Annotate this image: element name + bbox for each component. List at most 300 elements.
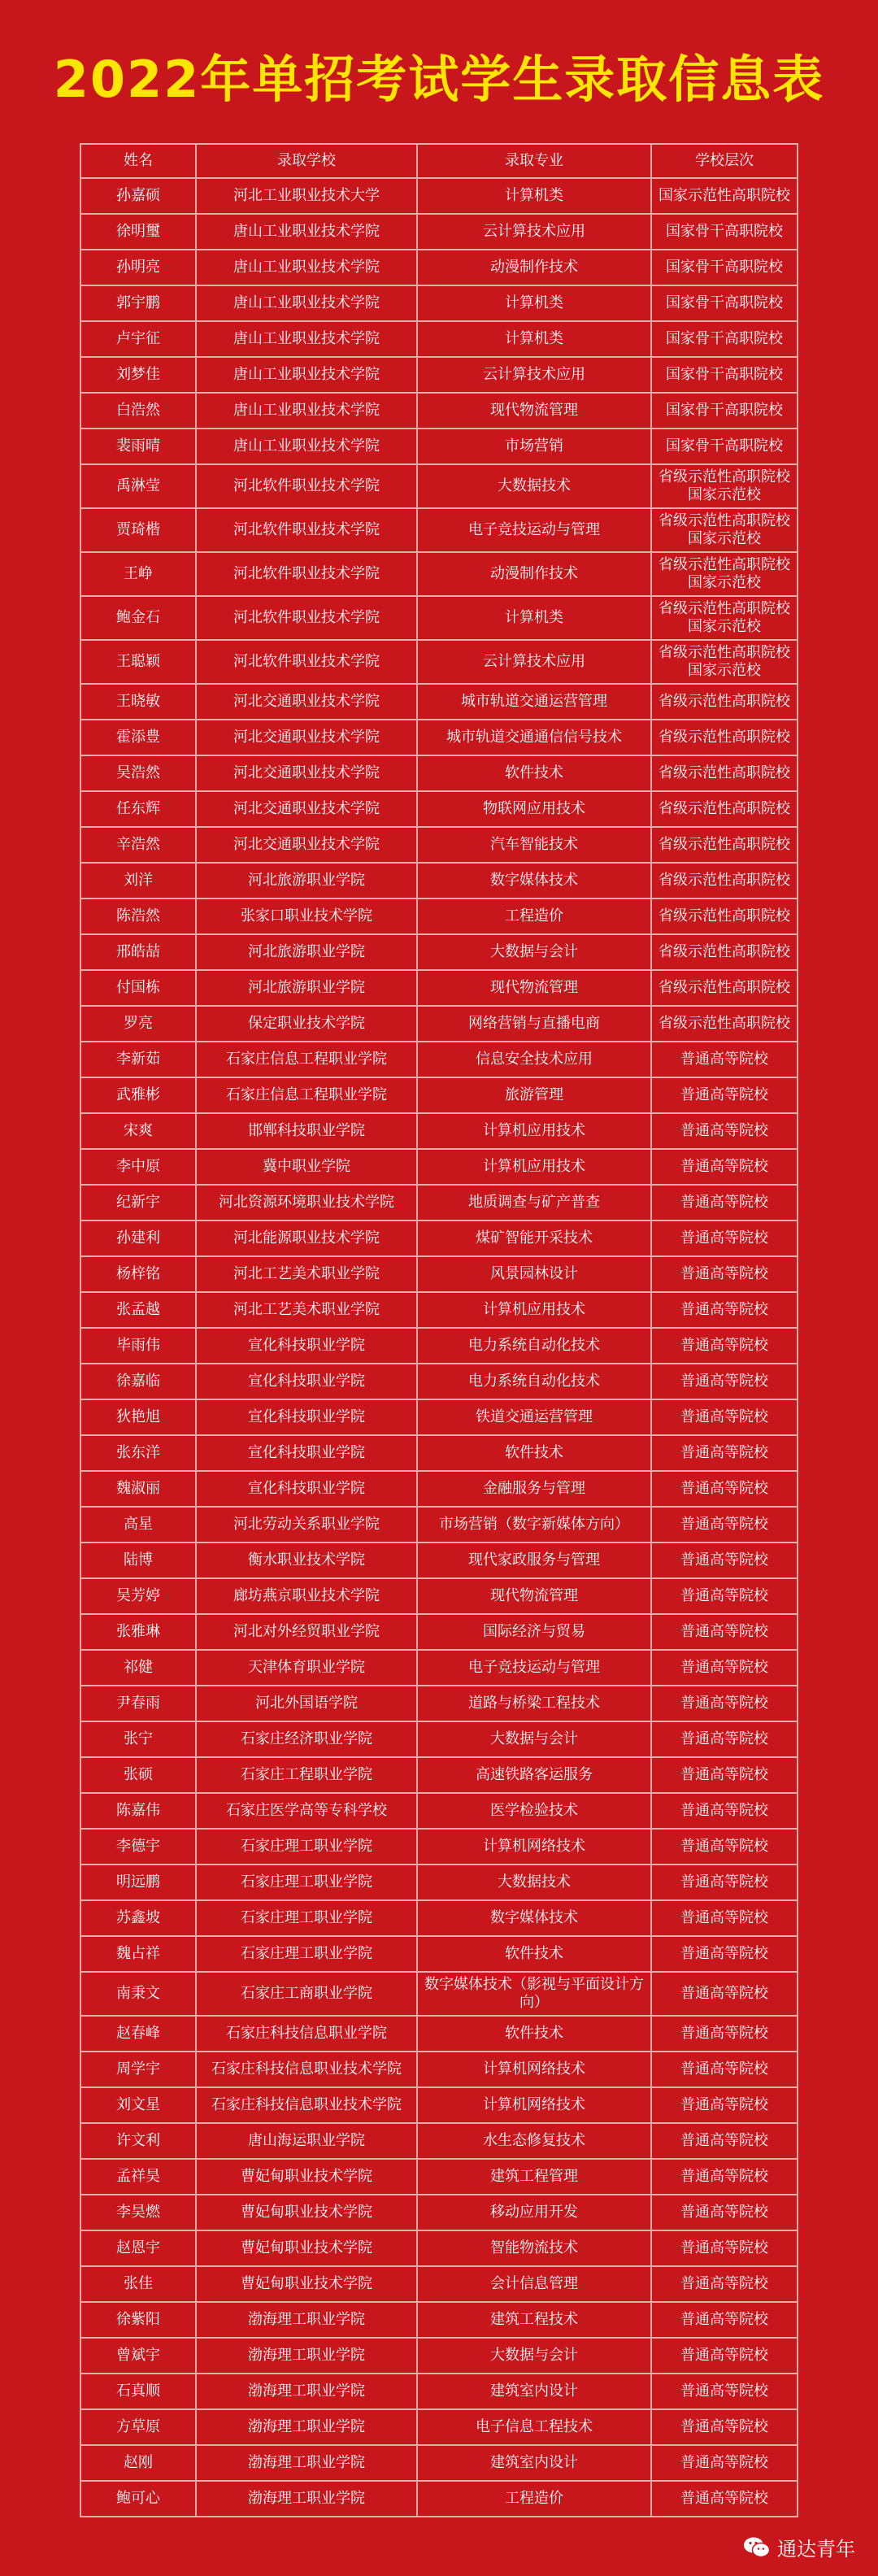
school-level-cell: 普通高等院校 <box>651 1865 798 1900</box>
student-name-cell: 卢宇征 <box>80 321 196 357</box>
school-name-cell: 曹妃甸职业技术学院 <box>196 2230 417 2266</box>
school-name-cell: 石家庄工程职业学院 <box>196 1757 417 1793</box>
student-name-cell: 张东洋 <box>80 1435 196 1471</box>
school-name-cell: 唐山工业职业技术学院 <box>196 285 417 321</box>
major-name-cell: 智能物流技术 <box>417 2230 651 2266</box>
school-name-cell: 河北对外经贸职业学院 <box>196 1614 417 1650</box>
school-name-cell: 河北交通职业技术学院 <box>196 684 417 720</box>
school-level-cell: 普通高等院校 <box>651 1614 798 1650</box>
wechat-icon <box>743 2536 771 2559</box>
school-name-cell: 曹妃甸职业技术学院 <box>196 2159 417 2195</box>
major-name-cell: 计算机类 <box>417 285 651 321</box>
school-level-cell: 普通高等院校 <box>651 1185 798 1221</box>
school-name-cell: 石家庄工商职业学院 <box>196 1972 417 2016</box>
school-level-cell: 普通高等院校 <box>651 2302 798 2338</box>
student-name-cell: 李中原 <box>80 1149 196 1185</box>
major-name-cell: 道路与桥梁工程技术 <box>417 1686 651 1721</box>
major-name-cell: 煤矿智能开采技术 <box>417 1221 651 1256</box>
table-row <box>80 2445 798 2481</box>
major-name-cell: 计算机应用技术 <box>417 1113 651 1149</box>
major-name-cell: 现代物流管理 <box>417 970 651 1006</box>
table-row <box>80 1006 798 1042</box>
major-name-cell: 云计算技术应用 <box>417 357 651 393</box>
school-name-cell: 石家庄理工职业学院 <box>196 1829 417 1865</box>
school-level-cell: 省级示范性高职院校 国家示范校 <box>651 464 798 508</box>
school-level-cell: 普通高等院校 <box>651 1292 798 1328</box>
major-name-cell: 会计信息管理 <box>417 2266 651 2302</box>
student-name-cell: 王峥 <box>80 552 196 596</box>
major-name-cell: 计算机类 <box>417 178 651 214</box>
school-level-cell: 国家骨干高职院校 <box>651 285 798 321</box>
student-name-cell: 纪新宇 <box>80 1185 196 1221</box>
major-name-cell: 计算机应用技术 <box>417 1292 651 1328</box>
table-row <box>80 863 798 899</box>
school-name-cell: 曹妃甸职业技术学院 <box>196 2266 417 2302</box>
table-row <box>80 1543 798 1578</box>
table-row <box>80 2374 798 2409</box>
student-name-cell: 鲍金石 <box>80 596 196 640</box>
major-name-cell: 计算机网络技术 <box>417 2087 651 2123</box>
school-level-cell: 普通高等院校 <box>651 1221 798 1256</box>
school-name-cell: 河北劳动关系职业学院 <box>196 1507 417 1543</box>
major-name-cell: 软件技术 <box>417 1435 651 1471</box>
table-row <box>80 1256 798 1292</box>
school-name-cell: 宣化科技职业学院 <box>196 1471 417 1507</box>
major-name-cell: 城市轨道交通运营管理 <box>417 684 651 720</box>
major-name-cell: 物联网应用技术 <box>417 791 651 827</box>
school-level-cell: 省级示范性高职院校 <box>651 791 798 827</box>
major-name-cell: 移动应用开发 <box>417 2195 651 2230</box>
table-row <box>80 1471 798 1507</box>
table-row <box>80 1900 798 1936</box>
school-name-cell: 河北旅游职业学院 <box>196 934 417 970</box>
student-name-cell: 付国栋 <box>80 970 196 1006</box>
school-name-cell: 河北交通职业技术学院 <box>196 755 417 791</box>
student-name-cell: 徐紫阳 <box>80 2302 196 2338</box>
school-name-cell: 石家庄理工职业学院 <box>196 1936 417 1972</box>
school-level-cell: 普通高等院校 <box>651 1686 798 1721</box>
school-level-cell: 省级示范性高职院校 <box>651 720 798 755</box>
watermark-text: 通达青年 <box>777 2538 855 2561</box>
table-row <box>80 2230 798 2266</box>
major-name-cell: 计算机类 <box>417 321 651 357</box>
school-level-cell: 普通高等院校 <box>651 2266 798 2302</box>
school-level-cell: 普通高等院校 <box>651 1113 798 1149</box>
major-name-cell: 电力系统自动化技术 <box>417 1328 651 1364</box>
student-name-cell: 张硕 <box>80 1757 196 1793</box>
school-name-cell: 石家庄信息工程职业学院 <box>196 1077 417 1113</box>
table-row <box>80 250 798 285</box>
school-level-cell: 国家示范性高职院校 <box>651 178 798 214</box>
school-level-cell: 普通高等院校 <box>651 1328 798 1364</box>
school-name-cell: 石家庄科技信息职业学院 <box>196 2016 417 2052</box>
school-level-cell: 省级示范性高职院校 <box>651 970 798 1006</box>
student-name-cell: 陆博 <box>80 1543 196 1578</box>
table-row <box>80 393 798 429</box>
school-name-cell: 宣化科技职业学院 <box>196 1435 417 1471</box>
school-level-cell: 省级示范性高职院校 国家示范校 <box>651 640 798 684</box>
major-name-cell: 网络营销与直播电商 <box>417 1006 651 1042</box>
school-name-cell: 河北旅游职业学院 <box>196 863 417 899</box>
major-name-cell: 水生态修复技术 <box>417 2123 651 2159</box>
school-level-cell: 普通高等院校 <box>651 1757 798 1793</box>
student-name-cell: 曾斌宇 <box>80 2338 196 2374</box>
major-name-cell: 软件技术 <box>417 1936 651 1972</box>
student-name-cell: 明远鹏 <box>80 1865 196 1900</box>
student-name-cell: 贾琦楷 <box>80 508 196 552</box>
school-level-cell: 普通高等院校 <box>651 1042 798 1077</box>
major-name-cell: 大数据与会计 <box>417 2338 651 2374</box>
table-row <box>80 1829 798 1865</box>
table-row <box>80 1185 798 1221</box>
school-name-cell: 河北工艺美术职业学院 <box>196 1256 417 1292</box>
school-level-cell: 普通高等院校 <box>651 2195 798 2230</box>
school-level-cell: 普通高等院校 <box>651 1650 798 1686</box>
student-name-cell: 辛浩然 <box>80 827 196 863</box>
table-row <box>80 720 798 755</box>
table-row <box>80 552 798 596</box>
student-name-cell: 吴芳婷 <box>80 1578 196 1614</box>
major-name-cell: 数字媒体技术 <box>417 1900 651 1936</box>
table-row <box>80 1292 798 1328</box>
school-level-cell: 省级示范性高职院校 <box>651 934 798 970</box>
school-level-cell: 国家骨干高职院校 <box>651 250 798 285</box>
school-name-cell: 石家庄理工职业学院 <box>196 1900 417 1936</box>
student-name-cell: 孙明亮 <box>80 250 196 285</box>
school-name-cell: 唐山工业职业技术学院 <box>196 357 417 393</box>
header-major: 录取专业 <box>417 144 651 178</box>
school-name-cell: 河北软件职业技术学院 <box>196 640 417 684</box>
admission-table <box>80 143 798 2517</box>
school-name-cell: 河北工业职业技术大学 <box>196 178 417 214</box>
school-name-cell: 石家庄信息工程职业学院 <box>196 1042 417 1077</box>
school-level-cell: 普通高等院校 <box>651 1435 798 1471</box>
table-row <box>80 1399 798 1435</box>
student-name-cell: 石真顺 <box>80 2374 196 2409</box>
school-level-cell: 省级示范性高职院校 国家示范校 <box>651 508 798 552</box>
school-name-cell: 河北软件职业技术学院 <box>196 596 417 640</box>
school-level-cell: 国家骨干高职院校 <box>651 357 798 393</box>
table-row <box>80 1972 798 2016</box>
major-name-cell: 高速铁路客运服务 <box>417 1757 651 1793</box>
table-row <box>80 1721 798 1757</box>
table-row <box>80 1435 798 1471</box>
school-name-cell: 河北外国语学院 <box>196 1686 417 1721</box>
student-name-cell: 杨梓铭 <box>80 1256 196 1292</box>
school-level-cell: 国家骨干高职院校 <box>651 321 798 357</box>
major-name-cell: 现代物流管理 <box>417 393 651 429</box>
student-name-cell: 赵刚 <box>80 2445 196 2481</box>
student-name-cell: 孟祥昊 <box>80 2159 196 2195</box>
table-row <box>80 1077 798 1113</box>
school-level-cell: 国家骨干高职院校 <box>651 214 798 250</box>
school-name-cell: 河北资源环境职业技术学院 <box>196 1185 417 1221</box>
school-level-cell: 省级示范性高职院校 国家示范校 <box>651 596 798 640</box>
school-level-cell: 普通高等院校 <box>651 2374 798 2409</box>
school-level-cell: 普通高等院校 <box>651 1471 798 1507</box>
student-name-cell: 白浩然 <box>80 393 196 429</box>
student-name-cell: 鲍可心 <box>80 2481 196 2517</box>
school-name-cell: 曹妃甸职业技术学院 <box>196 2195 417 2230</box>
table-row <box>80 2159 798 2195</box>
table-row <box>80 464 798 508</box>
school-name-cell: 邯郸科技职业学院 <box>196 1113 417 1149</box>
school-name-cell: 河北软件职业技术学院 <box>196 464 417 508</box>
major-name-cell: 数字媒体技术 <box>417 863 651 899</box>
school-level-cell: 普通高等院校 <box>651 2230 798 2266</box>
school-name-cell: 渤海理工职业学院 <box>196 2481 417 2517</box>
student-name-cell: 尹春雨 <box>80 1686 196 1721</box>
school-name-cell: 河北软件职业技术学院 <box>196 508 417 552</box>
school-name-cell: 唐山工业职业技术学院 <box>196 429 417 464</box>
student-name-cell: 张雅琳 <box>80 1614 196 1650</box>
table-row <box>80 1149 798 1185</box>
student-name-cell: 高星 <box>80 1507 196 1543</box>
school-name-cell: 河北交通职业技术学院 <box>196 827 417 863</box>
table-row <box>80 285 798 321</box>
school-level-cell: 省级示范性高职院校 <box>651 827 798 863</box>
major-name-cell: 金融服务与管理 <box>417 1471 651 1507</box>
school-name-cell: 石家庄理工职业学院 <box>196 1865 417 1900</box>
school-level-cell: 国家骨干高职院校 <box>651 393 798 429</box>
school-level-cell: 普通高等院校 <box>651 2338 798 2374</box>
student-name-cell: 任东辉 <box>80 791 196 827</box>
major-name-cell: 软件技术 <box>417 755 651 791</box>
school-name-cell: 渤海理工职业学院 <box>196 2374 417 2409</box>
table-row <box>80 1936 798 1972</box>
school-level-cell: 普通高等院校 <box>651 2123 798 2159</box>
student-name-cell: 霍添豊 <box>80 720 196 755</box>
student-name-cell: 方草原 <box>80 2409 196 2445</box>
major-name-cell: 电子竞技运动与管理 <box>417 508 651 552</box>
student-name-cell: 武雅彬 <box>80 1077 196 1113</box>
school-name-cell: 河北旅游职业学院 <box>196 970 417 1006</box>
header-name: 姓名 <box>80 144 196 178</box>
student-name-cell: 毕雨伟 <box>80 1328 196 1364</box>
table-row <box>80 2409 798 2445</box>
table-row <box>80 1221 798 1256</box>
school-name-cell: 宣化科技职业学院 <box>196 1399 417 1435</box>
student-name-cell: 魏占祥 <box>80 1936 196 1972</box>
school-level-cell: 省级示范性高职院校 <box>651 755 798 791</box>
major-name-cell: 建筑工程管理 <box>417 2159 651 2195</box>
table-row <box>80 2195 798 2230</box>
school-level-cell: 普通高等院校 <box>651 1364 798 1399</box>
table-row <box>80 1113 798 1149</box>
major-name-cell: 铁道交通运营管理 <box>417 1399 651 1435</box>
student-name-cell: 罗亮 <box>80 1006 196 1042</box>
school-level-cell: 普通高等院校 <box>651 1936 798 1972</box>
major-name-cell: 工程造价 <box>417 2481 651 2517</box>
table-row <box>80 2052 798 2087</box>
table-row <box>80 429 798 464</box>
major-name-cell: 大数据与会计 <box>417 934 651 970</box>
school-name-cell: 宣化科技职业学院 <box>196 1364 417 1399</box>
school-name-cell: 渤海理工职业学院 <box>196 2409 417 2445</box>
student-name-cell: 吴浩然 <box>80 755 196 791</box>
table-row <box>80 2016 798 2052</box>
school-level-cell: 普通高等院校 <box>651 2445 798 2481</box>
student-name-cell: 陈嘉伟 <box>80 1793 196 1829</box>
table-row <box>80 755 798 791</box>
student-name-cell: 邢皓喆 <box>80 934 196 970</box>
school-name-cell: 河北能源职业技术学院 <box>196 1221 417 1256</box>
page-title: 2022年单招考试学生录取信息表 <box>53 50 825 109</box>
table-row <box>80 1364 798 1399</box>
school-name-cell: 河北交通职业技术学院 <box>196 791 417 827</box>
school-name-cell: 保定职业技术学院 <box>196 1006 417 1042</box>
student-name-cell: 孙建利 <box>80 1221 196 1256</box>
major-name-cell: 计算机应用技术 <box>417 1149 651 1185</box>
student-name-cell: 李德宇 <box>80 1829 196 1865</box>
student-name-cell: 狄艳旭 <box>80 1399 196 1435</box>
major-name-cell: 汽车智能技术 <box>417 827 651 863</box>
school-level-cell: 普通高等院校 <box>651 2481 798 2517</box>
school-level-cell: 普通高等院校 <box>651 2052 798 2087</box>
school-name-cell: 唐山工业职业技术学院 <box>196 214 417 250</box>
student-name-cell: 刘梦佳 <box>80 357 196 393</box>
table-row <box>80 1328 798 1364</box>
school-level-cell: 省级示范性高职院校 <box>651 684 798 720</box>
table-row <box>80 1757 798 1793</box>
student-name-cell: 刘文星 <box>80 2087 196 2123</box>
student-name-cell: 王晓敏 <box>80 684 196 720</box>
major-name-cell: 软件技术 <box>417 2016 651 2052</box>
major-name-cell: 数字媒体技术（影视与平面设计方向） <box>417 1972 651 2016</box>
major-name-cell: 现代物流管理 <box>417 1578 651 1614</box>
table-row <box>80 934 798 970</box>
table-row <box>80 827 798 863</box>
school-level-cell: 普通高等院校 <box>651 1972 798 2016</box>
table-row <box>80 2481 798 2517</box>
student-name-cell: 张佳 <box>80 2266 196 2302</box>
school-name-cell: 石家庄科技信息职业技术学院 <box>196 2052 417 2087</box>
major-name-cell: 医学检验技术 <box>417 1793 651 1829</box>
table-row <box>80 1614 798 1650</box>
major-name-cell: 电子竞技运动与管理 <box>417 1650 651 1686</box>
table-row <box>80 1042 798 1077</box>
student-name-cell: 祁健 <box>80 1650 196 1686</box>
table-row <box>80 970 798 1006</box>
student-name-cell: 裴雨晴 <box>80 429 196 464</box>
major-name-cell: 建筑室内设计 <box>417 2445 651 2481</box>
header-school-level: 学校层次 <box>651 144 798 178</box>
major-name-cell: 建筑工程技术 <box>417 2302 651 2338</box>
school-name-cell: 渤海理工职业学院 <box>196 2338 417 2374</box>
student-name-cell: 周学宇 <box>80 2052 196 2087</box>
major-name-cell: 现代家政服务与管理 <box>417 1543 651 1578</box>
school-level-cell: 省级示范性高职院校 <box>651 863 798 899</box>
school-level-cell: 普通高等院校 <box>651 1507 798 1543</box>
school-name-cell: 石家庄经济职业学院 <box>196 1721 417 1757</box>
table-row <box>80 1507 798 1543</box>
student-name-cell: 宋爽 <box>80 1113 196 1149</box>
school-level-cell: 普通高等院校 <box>651 1829 798 1865</box>
student-name-cell: 徐嘉临 <box>80 1364 196 1399</box>
table-row <box>80 508 798 552</box>
table-row <box>80 357 798 393</box>
table-row <box>80 684 798 720</box>
student-name-cell: 张宁 <box>80 1721 196 1757</box>
major-name-cell: 地质调查与矿产普查 <box>417 1185 651 1221</box>
school-level-cell: 省级示范性高职院校 国家示范校 <box>651 552 798 596</box>
student-name-cell: 李新茹 <box>80 1042 196 1077</box>
table-row <box>80 899 798 934</box>
student-name-cell: 孙嘉硕 <box>80 178 196 214</box>
table-row <box>80 640 798 684</box>
school-name-cell: 唐山工业职业技术学院 <box>196 393 417 429</box>
table-row <box>80 1793 798 1829</box>
student-name-cell: 郭宇鹏 <box>80 285 196 321</box>
major-name-cell: 云计算技术应用 <box>417 640 651 684</box>
major-name-cell: 动漫制作技术 <box>417 250 651 285</box>
table-row <box>80 2302 798 2338</box>
watermark <box>743 2533 855 2561</box>
student-name-cell: 刘洋 <box>80 863 196 899</box>
school-level-cell: 普通高等院校 <box>651 2016 798 2052</box>
school-level-cell: 普通高等院校 <box>651 1077 798 1113</box>
student-name-cell: 赵春峰 <box>80 2016 196 2052</box>
student-name-cell: 魏淑丽 <box>80 1471 196 1507</box>
table-row <box>80 791 798 827</box>
school-name-cell: 石家庄医学高等专科学校 <box>196 1793 417 1829</box>
school-level-cell: 普通高等院校 <box>651 1900 798 1936</box>
major-name-cell: 风景园林设计 <box>417 1256 651 1292</box>
major-name-cell: 云计算技术应用 <box>417 214 651 250</box>
header-school: 录取学校 <box>196 144 417 178</box>
table-row <box>80 1650 798 1686</box>
major-name-cell: 大数据技术 <box>417 1865 651 1900</box>
school-name-cell: 天津体育职业学院 <box>196 1650 417 1686</box>
school-name-cell: 石家庄科技信息职业技术学院 <box>196 2087 417 2123</box>
major-name-cell: 计算机网络技术 <box>417 2052 651 2087</box>
school-name-cell: 唐山海运职业学院 <box>196 2123 417 2159</box>
table-row <box>80 1686 798 1721</box>
table-header-row <box>80 144 798 178</box>
school-name-cell: 冀中职业学院 <box>196 1149 417 1185</box>
student-name-cell: 禹淋莹 <box>80 464 196 508</box>
school-level-cell: 普通高等院校 <box>651 2159 798 2195</box>
table-row <box>80 214 798 250</box>
school-name-cell: 河北交通职业技术学院 <box>196 720 417 755</box>
table-row <box>80 321 798 357</box>
school-level-cell: 普通高等院校 <box>651 2409 798 2445</box>
major-name-cell: 市场营销 <box>417 429 651 464</box>
table-row <box>80 178 798 214</box>
school-level-cell: 普通高等院校 <box>651 1399 798 1435</box>
school-name-cell: 衡水职业技术学院 <box>196 1543 417 1578</box>
major-name-cell: 国际经济与贸易 <box>417 1614 651 1650</box>
major-name-cell: 大数据与会计 <box>417 1721 651 1757</box>
major-name-cell: 计算机类 <box>417 596 651 640</box>
table-row <box>80 596 798 640</box>
school-name-cell: 张家口职业技术学院 <box>196 899 417 934</box>
school-name-cell: 渤海理工职业学院 <box>196 2445 417 2481</box>
student-name-cell: 南秉文 <box>80 1972 196 2016</box>
major-name-cell: 动漫制作技术 <box>417 552 651 596</box>
table-row <box>80 1865 798 1900</box>
school-name-cell: 唐山工业职业技术学院 <box>196 250 417 285</box>
student-name-cell: 陈浩然 <box>80 899 196 934</box>
major-name-cell: 计算机网络技术 <box>417 1829 651 1865</box>
major-name-cell: 旅游管理 <box>417 1077 651 1113</box>
student-name-cell: 赵恩宇 <box>80 2230 196 2266</box>
student-name-cell: 李昊燃 <box>80 2195 196 2230</box>
table-row <box>80 2123 798 2159</box>
major-name-cell: 电力系统自动化技术 <box>417 1364 651 1399</box>
major-name-cell: 工程造价 <box>417 899 651 934</box>
school-name-cell: 河北软件职业技术学院 <box>196 552 417 596</box>
